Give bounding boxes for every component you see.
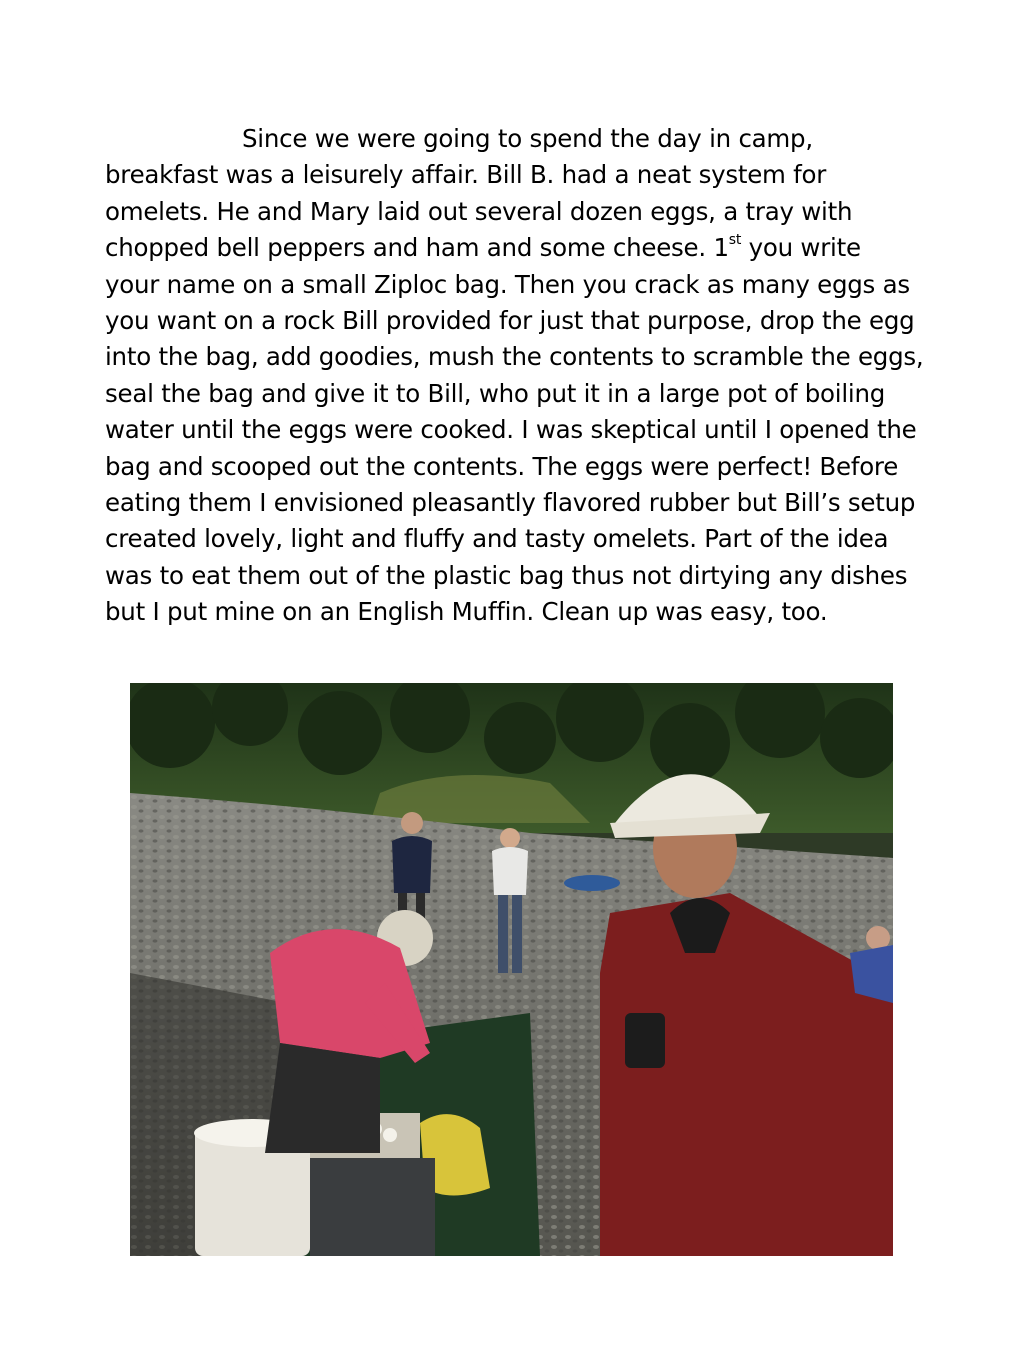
photo-illustration	[130, 683, 893, 1256]
blue-kayak	[564, 875, 620, 891]
paragraph-line	[105, 230, 945, 266]
camp-breakfast-photo	[130, 683, 893, 1256]
paragraph-line: you want on a rock Bill provided for just that purpose, drop the egg	[105, 305, 915, 335]
paragraph-line: bag and scooped out the contents. The eggs were perfect! Before	[105, 451, 899, 481]
ordinal-superscript: st	[728, 232, 742, 249]
paragraph-line: Since we were going to spend the day in camp,	[242, 124, 813, 153]
line-text-before: chopped bell peppers and ham and some cheese. 1	[105, 233, 729, 263]
line-text-after: you write	[741, 233, 861, 263]
body-paragraph	[105, 121, 945, 630]
paragraph-line: but I put mine on an English Muffin. Clean up was easy, too.	[105, 597, 828, 627]
paragraph-line: breakfast was a leisurely affair. Bill B. had a neat system for	[105, 160, 827, 190]
paragraph-line: water until the eggs were cooked. I was skeptical until I opened the	[105, 415, 917, 445]
paragraph-line: was to eat them out of the plastic bag thus not dirtying any dishes	[105, 560, 908, 590]
paragraph-line: omelets. He and Mary laid out several dozen eggs, a tray with	[105, 196, 853, 226]
paragraph-line: eating them I envisioned pleasantly flavored rubber but Bill’s setup	[105, 487, 916, 517]
paragraph-line: seal the bag and give it to Bill, who put it in a large pot of boiling	[105, 378, 886, 408]
paragraph-line: your name on a small Ziploc bag. Then you crack as many eggs as	[105, 269, 910, 299]
paragraph-line: created lovely, light and fluffy and tasty omelets. Part of the idea	[105, 524, 889, 554]
gray-tub	[310, 1158, 435, 1256]
paragraph-line: into the bag, add goodies, mush the contents to scramble the eggs,	[105, 342, 924, 372]
